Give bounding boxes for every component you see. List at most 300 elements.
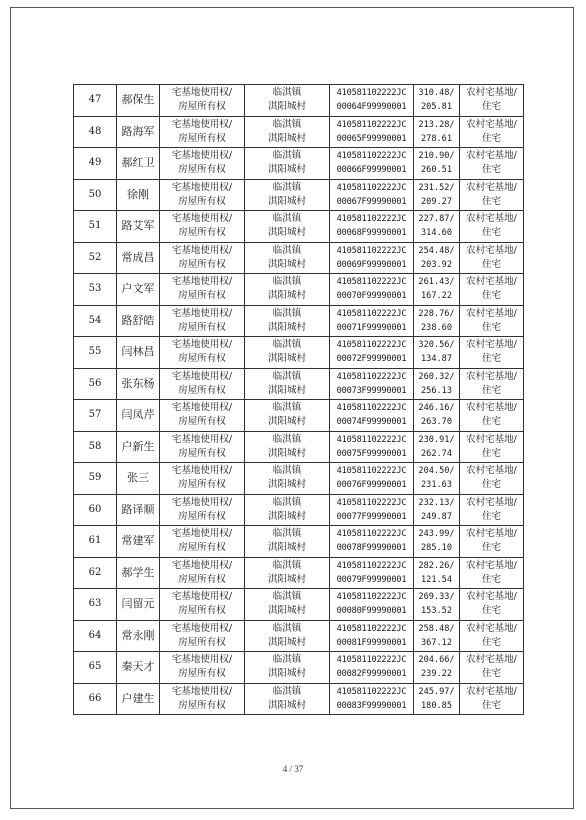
area-line: 263.70 (420, 417, 453, 428)
parcel-code-cell (330, 526, 414, 558)
location-cell (245, 179, 330, 211)
owner-name-cell: 闫凤芹 (117, 400, 160, 432)
land-use-cell (460, 148, 524, 180)
table-row (74, 463, 524, 495)
row-number-cell: 63 (74, 589, 117, 621)
area-cell (414, 620, 460, 652)
row-number-cell: 65 (74, 652, 117, 684)
area-line: 204.66/ (418, 655, 455, 666)
location-cell (245, 557, 330, 589)
row-number-cell: 49 (74, 148, 117, 180)
row-number-cell: 50 (74, 179, 117, 211)
row-number-cell: 52 (74, 242, 117, 274)
land-use-line: 农村宅基地/ (466, 591, 517, 603)
land-use-line: 农村宅基地/ (466, 528, 517, 540)
location-line: 淇阳城村 (267, 384, 306, 396)
location-line: 临淇镇 (272, 685, 302, 697)
right-type-line: 房屋所有权 (178, 636, 226, 648)
area-line: 213.28/ (418, 119, 455, 130)
location-line: 临淇镇 (272, 181, 302, 193)
area-line: 245.97/ (418, 686, 455, 697)
right-type-cell (160, 368, 245, 400)
table-row (74, 242, 524, 274)
land-use-line: 住宅 (481, 605, 501, 617)
area-cell (414, 526, 460, 558)
parcel-code-line: 410581102222JC (336, 277, 407, 288)
land-use-cell (460, 431, 524, 463)
location-line: 淇阳城村 (267, 636, 306, 648)
owner-name-cell: 路译顺 (117, 494, 160, 526)
owner-name-cell: 户新生 (117, 431, 160, 463)
right-type-line: 房屋所有权 (178, 605, 226, 617)
parcel-code-line: 410581102222JC (336, 340, 407, 351)
parcel-code-line: 00079F99990001 (336, 574, 407, 585)
location-line: 临淇镇 (272, 433, 302, 445)
location-cell (245, 683, 330, 715)
owner-name-cell: 秦天才 (117, 652, 160, 684)
land-use-line: 农村宅基地/ (466, 181, 517, 193)
parcel-code-line: 00080F99990001 (336, 606, 407, 617)
table-row (74, 148, 524, 180)
area-cell (414, 494, 460, 526)
row-number-cell: 59 (74, 463, 117, 495)
parcel-code-cell (330, 620, 414, 652)
land-use-cell (460, 589, 524, 621)
area-line: 258.48/ (418, 623, 455, 634)
owner-name-cell: 路海军 (117, 116, 160, 148)
area-line: 210.90/ (418, 151, 455, 162)
table-row (74, 589, 524, 621)
location-cell (245, 274, 330, 306)
right-type-cell (160, 683, 245, 715)
right-type-line: 宅基地使用权/ (171, 654, 233, 666)
location-line: 淇阳城村 (267, 510, 306, 522)
row-number-cell: 55 (74, 337, 117, 369)
table-body (74, 85, 524, 715)
parcel-code-cell (330, 368, 414, 400)
location-line: 淇阳城村 (267, 258, 306, 270)
parcel-code-line: 00068F99990001 (336, 228, 407, 239)
table-row (74, 652, 524, 684)
parcel-code-line: 00077F99990001 (336, 511, 407, 522)
land-use-line: 住宅 (481, 510, 501, 522)
right-type-line: 房屋所有权 (178, 227, 226, 239)
parcel-code-cell (330, 463, 414, 495)
parcel-code-line: 410581102222JC (336, 466, 407, 477)
right-type-line: 宅基地使用权/ (171, 276, 233, 288)
area-cell (414, 85, 460, 117)
location-line: 淇阳城村 (267, 353, 306, 365)
location-cell (245, 116, 330, 148)
row-number-cell: 57 (74, 400, 117, 432)
land-use-cell (460, 400, 524, 432)
right-type-line: 宅基地使用权/ (171, 402, 233, 414)
area-cell (414, 683, 460, 715)
location-cell (245, 652, 330, 684)
land-use-line: 农村宅基地/ (466, 307, 517, 319)
right-type-line: 宅基地使用权/ (171, 181, 233, 193)
table-row (74, 557, 524, 589)
table-row (74, 337, 524, 369)
area-cell (414, 148, 460, 180)
row-number-cell: 48 (74, 116, 117, 148)
right-type-cell (160, 494, 245, 526)
location-line: 临淇镇 (272, 213, 302, 225)
location-line: 淇阳城村 (267, 699, 306, 711)
location-line: 临淇镇 (272, 465, 302, 477)
parcel-code-line: 00081F99990001 (336, 637, 407, 648)
parcel-code-line: 00070F99990001 (336, 291, 407, 302)
area-line: 205.81 (420, 102, 453, 113)
owner-name-cell: 徐刚 (117, 179, 160, 211)
parcel-code-cell (330, 337, 414, 369)
right-type-line: 房屋所有权 (178, 353, 226, 365)
location-line: 临淇镇 (272, 654, 302, 666)
land-use-cell (460, 526, 524, 558)
parcel-code-line: 00067F99990001 (336, 196, 407, 207)
area-line: 246.16/ (418, 403, 455, 414)
parcel-code-cell (330, 211, 414, 243)
right-type-line: 房屋所有权 (178, 384, 226, 396)
table-row (74, 620, 524, 652)
row-number-cell: 47 (74, 85, 117, 117)
land-use-line: 住宅 (481, 542, 501, 554)
table-row (74, 400, 524, 432)
right-type-cell (160, 589, 245, 621)
right-type-line: 宅基地使用权/ (171, 339, 233, 351)
table-row (74, 431, 524, 463)
land-use-line: 农村宅基地/ (466, 433, 517, 445)
right-type-line: 房屋所有权 (178, 542, 226, 554)
parcel-code-cell (330, 557, 414, 589)
area-line: 282.26/ (418, 560, 455, 571)
parcel-code-line: 00072F99990001 (336, 354, 407, 365)
row-number-cell: 51 (74, 211, 117, 243)
right-type-line: 宅基地使用权/ (171, 87, 233, 99)
land-use-line: 农村宅基地/ (466, 370, 517, 382)
location-line: 淇阳城村 (267, 416, 306, 428)
table-row (74, 274, 524, 306)
parcel-code-line: 00076F99990001 (336, 480, 407, 491)
area-line: 310.48/ (418, 88, 455, 99)
land-use-line: 住宅 (481, 195, 501, 207)
area-cell (414, 400, 460, 432)
land-use-cell (460, 494, 524, 526)
owner-name-cell: 户文军 (117, 274, 160, 306)
area-cell (414, 242, 460, 274)
location-line: 淇阳城村 (267, 164, 306, 176)
area-line: 278.61 (420, 133, 453, 144)
location-line: 淇阳城村 (267, 132, 306, 144)
parcel-code-line: 410581102222JC (336, 214, 407, 225)
area-line: 238.60 (420, 322, 453, 333)
area-line: 269.33/ (418, 592, 455, 603)
right-type-line: 房屋所有权 (178, 479, 226, 491)
right-type-cell (160, 526, 245, 558)
right-type-line: 房屋所有权 (178, 101, 226, 113)
location-line: 临淇镇 (272, 150, 302, 162)
land-use-line: 住宅 (481, 321, 501, 333)
right-type-line: 宅基地使用权/ (171, 370, 233, 382)
parcel-code-cell (330, 431, 414, 463)
land-use-line: 住宅 (481, 227, 501, 239)
area-cell (414, 368, 460, 400)
parcel-code-line: 410581102222JC (336, 308, 407, 319)
owner-name-cell: 路舒皓 (117, 305, 160, 337)
right-type-cell (160, 148, 245, 180)
parcel-code-line: 410581102222JC (336, 151, 407, 162)
location-line: 淇阳城村 (267, 605, 306, 617)
land-use-cell (460, 463, 524, 495)
land-use-line: 住宅 (481, 132, 501, 144)
location-line: 临淇镇 (272, 276, 302, 288)
row-number-cell: 54 (74, 305, 117, 337)
right-type-line: 宅基地使用权/ (171, 622, 233, 634)
location-cell (245, 526, 330, 558)
area-cell (414, 211, 460, 243)
right-type-cell (160, 179, 245, 211)
parcel-code-line: 410581102222JC (336, 182, 407, 193)
right-type-cell (160, 211, 245, 243)
right-type-line: 房屋所有权 (178, 258, 226, 270)
location-line: 临淇镇 (272, 87, 302, 99)
parcel-code-line: 00074F99990001 (336, 417, 407, 428)
land-use-cell (460, 305, 524, 337)
row-number-cell: 53 (74, 274, 117, 306)
parcel-code-line: 00082F99990001 (336, 669, 407, 680)
owner-name-cell: 常建军 (117, 526, 160, 558)
parcel-code-line: 410581102222JC (336, 655, 407, 666)
land-use-cell (460, 337, 524, 369)
land-use-line: 住宅 (481, 479, 501, 491)
parcel-code-line: 410581102222JC (336, 403, 407, 414)
parcel-code-line: 00073F99990001 (336, 385, 407, 396)
owner-name-cell: 张东杨 (117, 368, 160, 400)
location-cell (245, 463, 330, 495)
owner-name-cell: 郝红卫 (117, 148, 160, 180)
parcel-code-cell (330, 148, 414, 180)
location-cell (245, 431, 330, 463)
right-type-cell (160, 463, 245, 495)
parcel-code-cell (330, 274, 414, 306)
location-line: 淇阳城村 (267, 101, 306, 113)
owner-name-cell: 户建生 (117, 683, 160, 715)
right-type-line: 房屋所有权 (178, 510, 226, 522)
registry-table (73, 84, 524, 715)
right-type-cell (160, 620, 245, 652)
land-use-line: 农村宅基地/ (466, 118, 517, 130)
right-type-line: 宅基地使用权/ (171, 559, 233, 571)
land-use-cell (460, 116, 524, 148)
land-use-line: 农村宅基地/ (466, 402, 517, 414)
table-row (74, 526, 524, 558)
location-line: 淇阳城村 (267, 668, 306, 680)
area-line: 260.32/ (418, 371, 455, 382)
table-row (74, 85, 524, 117)
right-type-line: 房屋所有权 (178, 195, 226, 207)
parcel-code-line: 00078F99990001 (336, 543, 407, 554)
table-row (74, 683, 524, 715)
land-use-line: 农村宅基地/ (466, 87, 517, 99)
row-number-cell: 60 (74, 494, 117, 526)
location-cell (245, 305, 330, 337)
parcel-code-cell (330, 85, 414, 117)
owner-name-cell: 郝保生 (117, 85, 160, 117)
parcel-code-cell (330, 589, 414, 621)
owner-name-cell: 常成昌 (117, 242, 160, 274)
area-line: 314.60 (420, 228, 453, 239)
right-type-line: 宅基地使用权/ (171, 591, 233, 603)
right-type-line: 宅基地使用权/ (171, 244, 233, 256)
land-use-line: 住宅 (481, 101, 501, 113)
area-cell (414, 305, 460, 337)
parcel-code-cell (330, 683, 414, 715)
right-type-line: 房屋所有权 (178, 573, 226, 585)
land-use-line: 住宅 (481, 384, 501, 396)
area-line: 180.85 (420, 700, 453, 711)
parcel-code-line: 410581102222JC (336, 592, 407, 603)
location-cell (245, 148, 330, 180)
location-cell (245, 620, 330, 652)
location-line: 淇阳城村 (267, 321, 306, 333)
land-use-line: 住宅 (481, 636, 501, 648)
parcel-code-line: 00066F99990001 (336, 165, 407, 176)
area-line: 261.43/ (418, 277, 455, 288)
parcel-code-line: 00071F99990001 (336, 322, 407, 333)
right-type-line: 房屋所有权 (178, 132, 226, 144)
land-use-line: 农村宅基地/ (466, 213, 517, 225)
table-row (74, 211, 524, 243)
land-use-line: 住宅 (481, 447, 501, 459)
area-cell (414, 274, 460, 306)
right-type-cell (160, 337, 245, 369)
area-line: 260.51 (420, 165, 453, 176)
right-type-line: 房屋所有权 (178, 699, 226, 711)
location-cell (245, 85, 330, 117)
right-type-cell (160, 431, 245, 463)
land-use-cell (460, 242, 524, 274)
area-cell (414, 179, 460, 211)
land-use-line: 住宅 (481, 573, 501, 585)
parcel-code-line: 00065F99990001 (336, 133, 407, 144)
right-type-cell (160, 400, 245, 432)
owner-name-cell: 张三 (117, 463, 160, 495)
land-use-line: 农村宅基地/ (466, 654, 517, 666)
right-type-cell (160, 116, 245, 148)
parcel-code-line: 00083F99990001 (336, 700, 407, 711)
land-use-line: 农村宅基地/ (466, 465, 517, 477)
area-line: 209.27 (420, 196, 453, 207)
right-type-line: 房屋所有权 (178, 164, 226, 176)
right-type-line: 宅基地使用权/ (171, 528, 233, 540)
table-row (74, 179, 524, 211)
area-line: 254.48/ (418, 245, 455, 256)
location-line: 淇阳城村 (267, 227, 306, 239)
land-use-cell (460, 211, 524, 243)
area-line: 227.87/ (418, 214, 455, 225)
location-line: 临淇镇 (272, 118, 302, 130)
parcel-code-cell (330, 305, 414, 337)
location-line: 临淇镇 (272, 591, 302, 603)
area-line: 320.56/ (418, 340, 455, 351)
row-number-cell: 64 (74, 620, 117, 652)
area-line: 285.10 (420, 543, 453, 554)
right-type-cell (160, 85, 245, 117)
location-line: 淇阳城村 (267, 573, 306, 585)
area-line: 231.52/ (418, 182, 455, 193)
location-line: 淇阳城村 (267, 290, 306, 302)
location-line: 临淇镇 (272, 528, 302, 540)
right-type-line: 宅基地使用权/ (171, 496, 233, 508)
location-line: 临淇镇 (272, 244, 302, 256)
parcel-code-line: 410581102222JC (336, 497, 407, 508)
parcel-code-cell (330, 179, 414, 211)
right-type-line: 宅基地使用权/ (171, 685, 233, 697)
land-use-line: 农村宅基地/ (466, 559, 517, 571)
land-use-line: 住宅 (481, 353, 501, 365)
table-row (74, 305, 524, 337)
area-cell (414, 116, 460, 148)
right-type-cell (160, 274, 245, 306)
land-use-line: 住宅 (481, 699, 501, 711)
right-type-line: 宅基地使用权/ (171, 150, 233, 162)
right-type-cell (160, 652, 245, 684)
land-use-cell (460, 274, 524, 306)
area-cell (414, 431, 460, 463)
right-type-cell (160, 557, 245, 589)
parcel-code-line: 410581102222JC (336, 119, 407, 130)
location-line: 淇阳城村 (267, 195, 306, 207)
location-cell (245, 589, 330, 621)
table-row (74, 368, 524, 400)
owner-name-cell: 闫留元 (117, 589, 160, 621)
owner-name-cell: 路艾军 (117, 211, 160, 243)
owner-name-cell: 常永刚 (117, 620, 160, 652)
land-use-line: 农村宅基地/ (466, 339, 517, 351)
row-number-cell: 66 (74, 683, 117, 715)
right-type-line: 房屋所有权 (178, 447, 226, 459)
area-line: 153.52 (420, 606, 453, 617)
location-cell (245, 400, 330, 432)
land-use-line: 住宅 (481, 290, 501, 302)
land-use-line: 住宅 (481, 164, 501, 176)
parcel-code-line: 00069F99990001 (336, 259, 407, 270)
row-number-cell: 56 (74, 368, 117, 400)
land-use-cell (460, 557, 524, 589)
area-cell (414, 652, 460, 684)
right-type-line: 宅基地使用权/ (171, 307, 233, 319)
parcel-code-line: 410581102222JC (336, 529, 407, 540)
parcel-code-line: 410581102222JC (336, 560, 407, 571)
parcel-code-cell (330, 494, 414, 526)
land-use-line: 农村宅基地/ (466, 244, 517, 256)
location-line: 淇阳城村 (267, 542, 306, 554)
area-cell (414, 337, 460, 369)
area-line: 249.87 (420, 511, 453, 522)
row-number-cell: 58 (74, 431, 117, 463)
area-cell (414, 463, 460, 495)
location-line: 淇阳城村 (267, 447, 306, 459)
land-use-line: 农村宅基地/ (466, 496, 517, 508)
parcel-code-line: 410581102222JC (336, 245, 407, 256)
owner-name-cell: 闫林昌 (117, 337, 160, 369)
page-number: 4 / 37 (282, 764, 304, 774)
area-line: 228.76/ (418, 308, 455, 319)
right-type-line: 房屋所有权 (178, 290, 226, 302)
land-use-line: 农村宅基地/ (466, 622, 517, 634)
area-cell (414, 589, 460, 621)
right-type-line: 宅基地使用权/ (171, 465, 233, 477)
